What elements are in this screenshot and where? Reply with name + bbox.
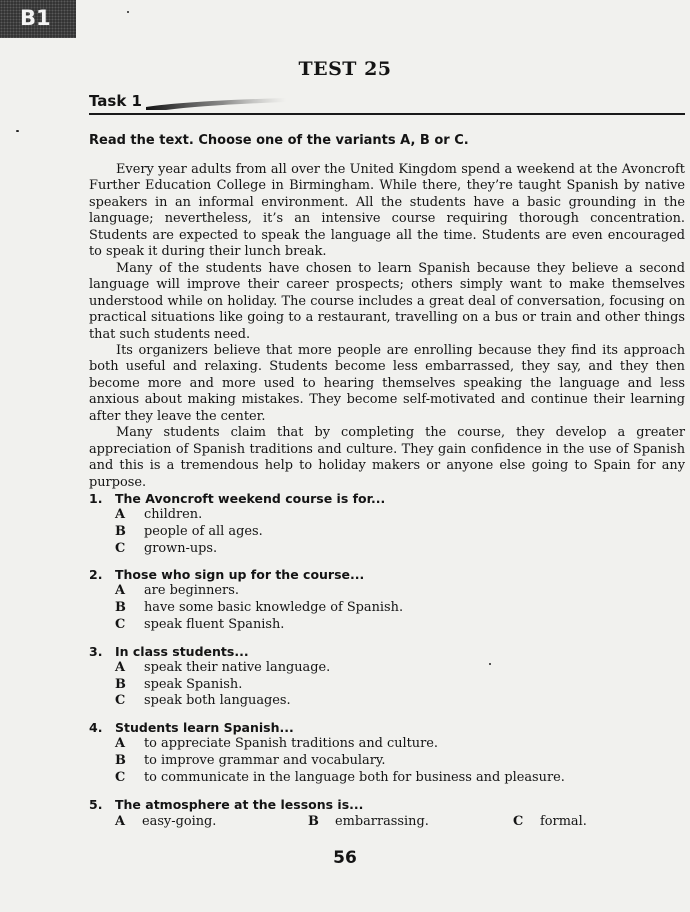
option-letter: A — [115, 583, 126, 599]
option-text: speak both languages. — [144, 693, 291, 709]
question-5-number: 5. — [89, 796, 103, 812]
question-2-heading — [89, 566, 685, 583]
question-3-number: 3. — [89, 643, 103, 659]
question-2-number: 2. — [89, 567, 103, 583]
questions-list — [89, 490, 685, 840]
task-label: Task 1 — [89, 92, 142, 110]
option-text: children. — [144, 507, 203, 522]
level-badge — [0, 0, 76, 38]
option-text: formal. — [540, 813, 587, 829]
option-letter: B — [115, 752, 126, 768]
question-4-option-a[interactable] — [89, 736, 685, 753]
option-letter: B — [115, 600, 126, 616]
task-underline — [89, 113, 685, 115]
reading-passage — [89, 162, 685, 491]
question-2-option-a[interactable] — [89, 583, 685, 600]
question-1 — [89, 490, 685, 557]
question-1-heading — [89, 490, 685, 507]
question-3-heading — [89, 643, 685, 660]
question-4-heading — [89, 719, 685, 736]
question-3-option-c[interactable] — [89, 693, 685, 710]
option-text: have some basic knowledge of Spanish. — [144, 600, 404, 616]
scan-speck — [489, 663, 491, 665]
question-5-option-a[interactable] — [115, 813, 216, 831]
question-2-text: Those who sign up for the course... — [115, 567, 365, 583]
question-5-options-row — [89, 813, 685, 831]
option-text: to communicate in the language both for business and pleasure. — [144, 769, 565, 785]
option-letter: C — [115, 769, 126, 785]
question-4 — [89, 719, 685, 786]
question-2-option-b[interactable] — [89, 600, 685, 617]
page-number: 56 — [333, 848, 357, 868]
passage-paragraph-1: Every year adults from all over the United Kingdom spend a weekend at the Avoncroft Further Education College in Birmingham. While there, they’re taught Spanish by native speakers in an informal environment. All the students have a basic grounding in the language; nevertheless, it’s an intensive course requiring thorough concentration. Students are expected to speak the language all the time. Students are even encouraged to speak it during their lunch break. — [89, 162, 685, 260]
question-4-number: 4. — [89, 720, 103, 736]
question-5-text: The atmosphere at the lessons is... — [115, 796, 364, 812]
option-letter: C — [115, 540, 126, 556]
question-1-option-a[interactable] — [89, 507, 685, 524]
option-text: speak Spanish. — [144, 676, 243, 692]
option-text: embarrassing. — [335, 813, 429, 829]
scan-speck — [127, 11, 129, 13]
level-badge-text: B1 — [20, 6, 51, 30]
question-3-option-b[interactable] — [89, 677, 685, 694]
question-1-number: 1. — [89, 491, 103, 506]
test-title: TEST 25 — [298, 58, 392, 80]
option-letter: A — [115, 507, 126, 522]
option-letter: B — [115, 523, 126, 539]
option-text: people of all ages. — [144, 523, 263, 539]
option-letter: A — [115, 659, 126, 675]
question-4-text: Students learn Spanish... — [115, 720, 294, 736]
option-text: grown-ups. — [144, 540, 218, 556]
question-2 — [89, 566, 685, 633]
option-letter: C — [115, 616, 126, 632]
task-swoosh-decoration — [146, 96, 286, 110]
question-1-text: The Avoncroft weekend course is for... — [115, 491, 386, 506]
passage-paragraph-4: Many students claim that by completing the course, they develop a greater appreciation of Spanish traditions and culture. They gain confidence in the use of Spanish and this is a tremendous help to holiday makers or anyone else going to Spain for any purpose. — [89, 425, 685, 490]
question-5-option-c[interactable] — [513, 813, 587, 831]
question-1-option-b[interactable] — [89, 524, 685, 541]
scan-speck — [16, 130, 19, 132]
question-3-option-a[interactable] — [89, 660, 685, 677]
passage-paragraph-2: Many of the students have chosen to learn Spanish because they believe a second language will improve their career prospects; others simply want to make themselves understood while on holiday. The course includes a great deal of conversation, focusing on practical situations like going to a restaurant, travelling on a bus or train and other things that such students need. — [89, 260, 685, 342]
question-5-heading — [89, 796, 685, 813]
question-4-option-b[interactable] — [89, 753, 685, 770]
option-letter: C — [513, 813, 524, 829]
passage-paragraph-3: Its organizers believe that more people are enrolling because they find its approach both useful and relaxing. Students become less embarrassed, they say, and they then become more and more used to hearing themselves speaking the language and less anxious about making mistakes. They become self-motivated and continue their learning after they leave the center. — [89, 342, 685, 424]
option-text: are beginners. — [144, 583, 239, 599]
option-text: speak fluent Spanish. — [144, 616, 285, 632]
question-1-option-c[interactable] — [89, 541, 685, 558]
option-text: speak their native language. — [144, 659, 331, 675]
option-letter: B — [308, 813, 319, 829]
option-letter: B — [115, 676, 126, 692]
option-letter: A — [115, 813, 126, 829]
question-3-text: In class students... — [115, 643, 249, 659]
question-4-option-c[interactable] — [89, 770, 685, 787]
question-5 — [89, 796, 685, 831]
option-letter: A — [115, 736, 126, 752]
option-letter: C — [115, 693, 126, 709]
option-text: easy-going. — [142, 813, 217, 829]
question-5-option-b[interactable] — [308, 813, 429, 831]
question-2-option-c[interactable] — [89, 617, 685, 634]
option-text: to appreciate Spanish traditions and culture. — [144, 736, 438, 752]
option-text: to improve grammar and vocabulary. — [144, 752, 386, 768]
question-3 — [89, 643, 685, 710]
task-instruction: Read the text. Choose one of the variants A, B or C. — [89, 133, 469, 148]
